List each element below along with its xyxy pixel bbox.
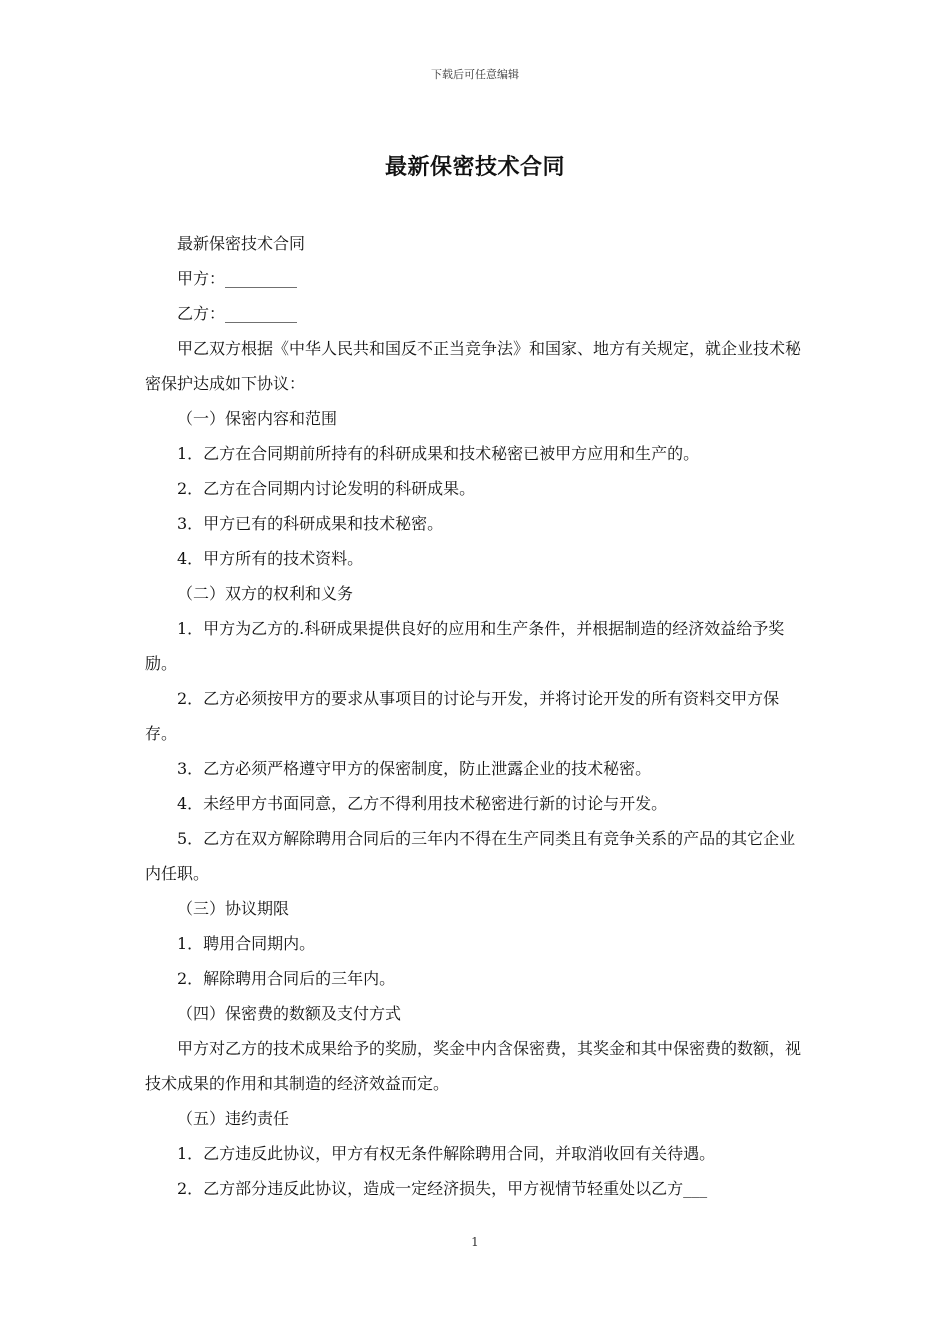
clause: 1．乙方在合同期前所持有的科研成果和技术秘密已被甲方应用和生产的。	[177, 444, 700, 463]
section-heading: （四）保密费的数额及支付方式	[177, 1004, 402, 1023]
clause: 3．甲方已有的科研成果和技术秘密。	[177, 514, 444, 533]
clause: 1．甲方为乙方的.科研成果提供良好的应用和生产条件，并根据制造的经济效益给予奖励。	[145, 619, 785, 673]
paragraph: 甲方对乙方的技术成果给予的奖励，奖金中内含保密费，其奖金和其中保密费的数额，视技术成果的作用和其制造的经济效益而定。	[145, 1039, 802, 1093]
section-heading: （一）保密内容和范围	[177, 409, 338, 428]
section-heading: （五）违约责任	[177, 1109, 290, 1128]
document-title: 最新保密技术合同	[384, 154, 565, 180]
document-body	[145, 226, 807, 1206]
section-heading: （二）双方的权利和义务	[177, 584, 354, 603]
clause: 5．乙方在双方解除聘用合同后的三年内不得在生产同类且有竞争关系的产品的其它企业内任职。	[145, 829, 796, 883]
clause: 2．乙方部分违反此协议，造成一定经济损失，甲方视情节轻重处以乙方___	[177, 1179, 708, 1198]
clause: 3．乙方必须严格遵守甲方的保密制度，防止泄露企业的技术秘密。	[177, 759, 652, 778]
header-note: 下载后可任意编辑	[431, 68, 519, 81]
clause: 4．甲方所有的技术资料。	[177, 549, 364, 568]
section-heading: （三）协议期限	[177, 899, 290, 918]
page-number: 1	[471, 1235, 479, 1249]
clause: 4．未经甲方书面同意，乙方不得利用技术秘密进行新的讨论与开发。	[177, 794, 668, 813]
clause: 2．乙方必须按甲方的要求从事项目的讨论与开发，并将讨论开发的所有资料交甲方保存。	[145, 689, 780, 743]
clause: 2．解除聘用合同后的三年内。	[177, 969, 396, 988]
party-a-line: 甲方：_________	[177, 269, 298, 288]
clause: 1．聘用合同期内。	[177, 934, 316, 953]
clause: 1．乙方违反此协议，甲方有权无条件解除聘用合同，并取消收回有关待遇。	[177, 1144, 716, 1163]
party-b-line: 乙方：_________	[177, 304, 298, 323]
paragraph: 最新保密技术合同	[177, 234, 306, 253]
paragraph: 甲乙双方根据《中华人民共和国反不正当竞争法》和国家、地方有关规定，就企业技术秘密保护达成如下协议：	[145, 339, 802, 393]
clause: 2．乙方在合同期内讨论发明的科研成果。	[177, 479, 476, 498]
